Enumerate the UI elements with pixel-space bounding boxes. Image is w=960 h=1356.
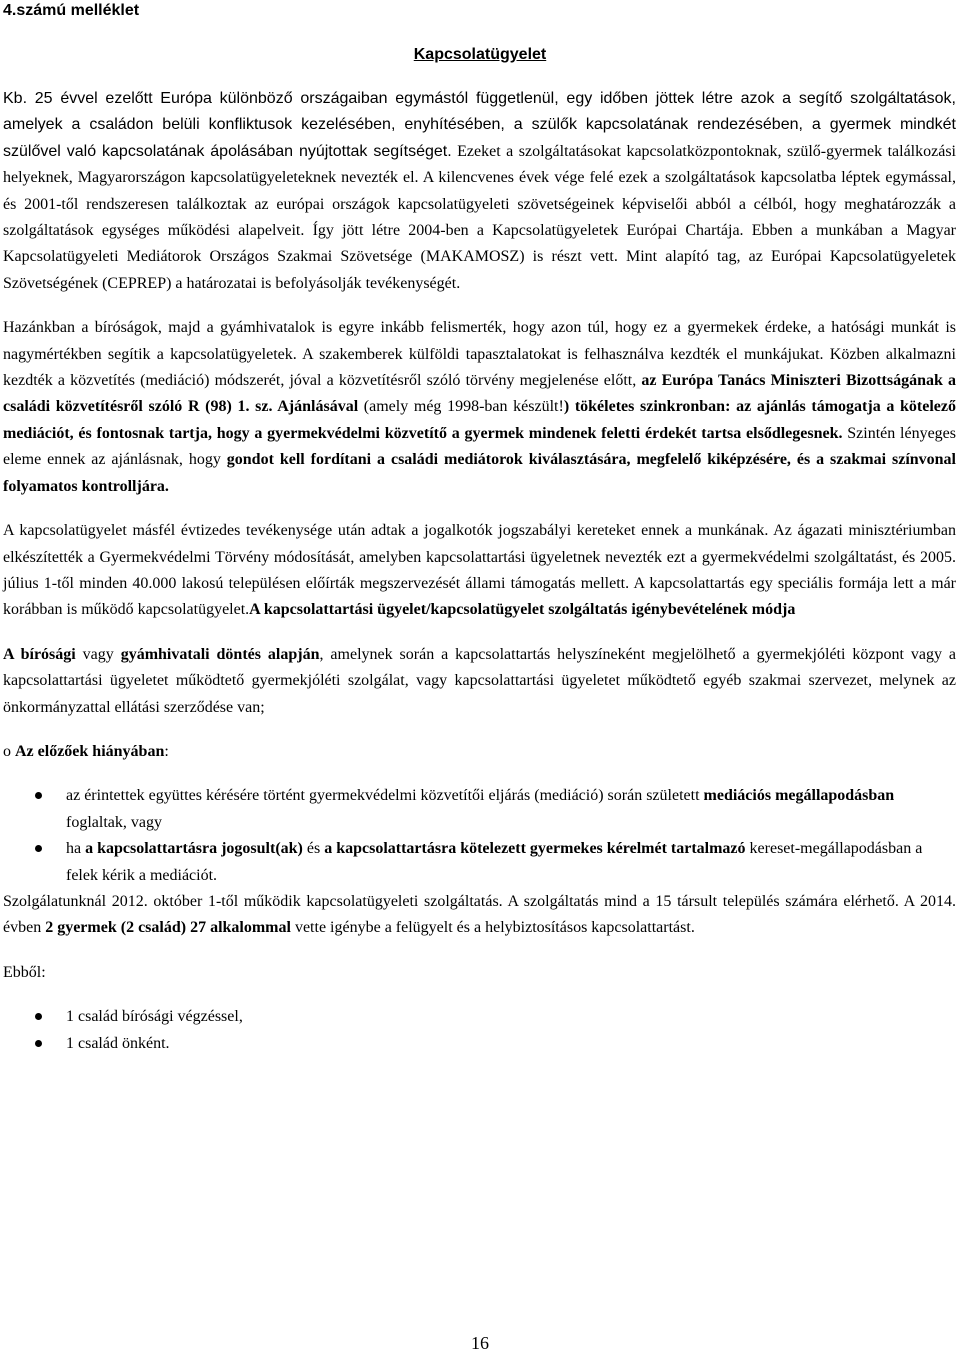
text-run: és [302, 840, 325, 858]
text-run-bold: Az előzőek hiányában [15, 742, 165, 760]
list-item [3, 836, 956, 889]
paragraph-legislation [3, 518, 956, 624]
text-run: ha [66, 840, 86, 858]
paragraph-history [3, 86, 956, 297]
text-run: A kapcsolatügyelet másfél évtizedes tevékenysége után adtak a jogalkotók jogszabályi kereteket ennek a munkának. Az ágazati minisztériumban elkészítették a Gyermekvédelmi Törvény módosítását, amelyben kapcsolattartási ügyeletnek nevezték ezt a gyermekvédelmi szolgáltatást, és 2005. július 1-től minden 40.000 lakosú településen előírták megszervezését állami támogatás mellett. A kapcsolattartás egy speciális formája lett a már korábban is működő kapcsolatügyelet. [3, 522, 956, 619]
text-run: az érintettek együttes kérésére történt gyermekvédelmi közvetítői eljárás (mediáció) során született [66, 787, 704, 805]
text-run: Szintén lényeges eleme ennek az ajánlásnak, hogy [3, 424, 957, 469]
text-run: Hazánkban a bíróságok, majd a gyámhivatalok is egyre inkább felismerték, hogy azon túl, hogy ez a gyermekek érdeke, a hatósági munkát is nagymértékben segítik a kapcsolatügyeletek. A szakemberek külföldi tapasztalatokat is felhasználva kezdték el munkájukat. Közben alkalmazni kezdték a közvetítés (mediáció) módszerét, jóval a közvetítésről szóló törvény megjelenése előtt, [3, 319, 956, 390]
section-heading: A kapcsolattartási ügyelet/kapcsolatügyelet szolgáltatás igénybevételének módja [249, 601, 796, 619]
text-run: kereset-megállapodásban a felek kérik a mediációt. [66, 840, 923, 884]
text-run: Szolgálatunknál 2012. október 1-től működik kapcsolatügyeleti szolgáltatás. A szolgáltatás mind a 15 társult település számára elérhető. A 2014. évben [3, 892, 956, 937]
text-run: foglaltak, vagy [66, 813, 162, 831]
document-body [3, 86, 956, 1057]
text-run-bold: a kapcsolattartásra jogosult(ak) [85, 840, 303, 858]
page-number: 16 [471, 1333, 489, 1353]
paragraph-history-s1: Kb. 25 évvel ezelőtt Európa különböző országaiban egymástól függetlenül, egy időben jöttek létre azok a segítő szolgáltatások, amelyek a családon belüli konfliktusok kezelésében, enyhítésében, a szülők kapcsolatának rendezésében, a gyermek mindkét szülővel való kapcsolatának ápolásában nyújtottak segítséget. [3, 90, 956, 160]
paragraph-service-stats [3, 889, 956, 942]
text-run-bold: mediációs megállapodásban [703, 787, 895, 805]
text-run-bold: ) tökéletes szinkronban: az ajánlás támogatja a kötelező mediációt, és fontosnak tartja, hogy a gyermekvédelmi közvetítő a gyermek mindenek feletti érdekét tartsa elsődlegesnek. [3, 398, 956, 442]
text-run-bold: gondot kell fordítani a családi mediátorok kiválasztására, megfelelő kiképzésére, és a szakmai színvonal folyamatos kontrolljára. [3, 451, 957, 495]
text-run: vagy [75, 645, 121, 663]
paragraph-history-s2: Ezeket a szolgáltatásokat kapcsolatközpontoknak, szülő-gyermek találkozási helyeknek, Magyarországon kapcsolatügyeleteknek nevezték el. A kilencvenes évek vége felé ezek a szolgáltatások kapcsolatba léptek egymással, és 2001-től rendszeresen találkoztak az európai országok kapcsolatügyeleti szövetségeinek képviselői abból a célból, hogy meghatározzák a szolgáltatások egységes működési alapelveit. Így jött létre 2004-ben a Kapcsolatügyeletek Európai Chartája. Ebben a munkában a Magyar Kapcsolatügyeleti Mediátorok Országos Szakmai Szövetsége (MAKAMOSZ) is részt vett. Mint alapító tag, az Európai Kapcsolatügyeletek Szövetségének (CEPREP) a határozatai is befolyásolják tevékenységét. [3, 142, 957, 292]
text-run: vette igénybe a felügyelt és a helybiztosításos kapcsolattartást. [290, 919, 695, 937]
breakdown-list [3, 1004, 956, 1057]
text-run-bold: A bírósági [3, 645, 76, 663]
paragraph-absence [3, 739, 956, 765]
text-run-bold: 2 gyermek (2 család) 27 alkalommal [45, 919, 291, 937]
annex-label: 4.számú melléklet [3, 2, 140, 19]
list-item: 1 család önként. [3, 1031, 956, 1057]
text-run-bold: gyámhivatali döntés alapján [120, 645, 320, 663]
list-item: 1 család bírósági végzéssel, [3, 1004, 956, 1030]
text-run-bold: az Európa Tanács Miniszteri Bizottságának a családi közvetítésről szóló R (98) 1. sz. Ajánlásával [3, 372, 957, 416]
text-run: (amely még 1998-ban készült! [358, 398, 564, 416]
document-title: Kapcsolatügyelet [413, 46, 547, 63]
conditions-list [3, 783, 956, 889]
text-run: , amelynek során a kapcsolattartás helyszíneként megjelölhető a gyermekjóléti központ vagy a kapcsolattartási ügyeletet működtető gyermekjóléti szolgálat, vagy kapcsolattartási ügyeletet működtető egyéb szakmai szervezet, melynek az önkormányzattal ellátási szerződése van; [3, 645, 956, 716]
paragraph-of-which: Ebből: [3, 963, 46, 981]
paragraph-court-decision [3, 642, 956, 721]
text-run: o [3, 742, 15, 760]
paragraph-hungary [3, 315, 956, 500]
text-run-bold: a kapcsolattartásra kötelezett gyermekes kérelmét tartalmazó [324, 840, 746, 858]
list-item [3, 783, 956, 836]
text-run: : [164, 742, 169, 760]
